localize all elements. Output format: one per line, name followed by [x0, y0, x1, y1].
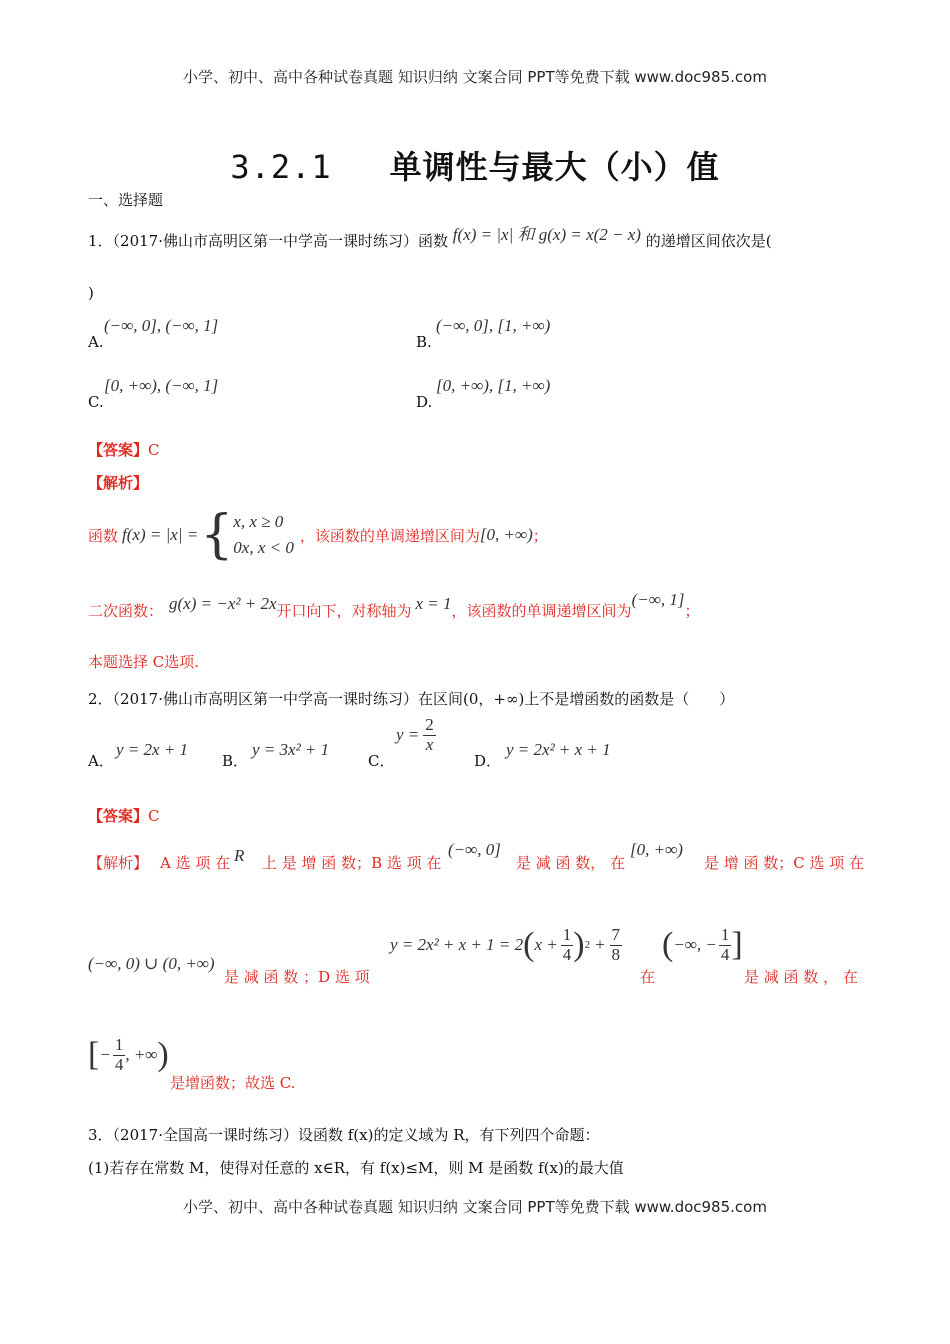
q1-option-b-math: (−∞, 0], [1, +∞) — [436, 316, 551, 335]
q2-c1-right: , +∞ — [125, 1045, 158, 1065]
q1-option-d-math: [0, +∞), [1, +∞) — [436, 376, 551, 395]
q2-option-a-math: y = 2x + 1 — [116, 740, 189, 759]
q1-cases — [233, 509, 294, 561]
q1-option-a-label: A. — [88, 333, 104, 351]
q2-b4-paren-open: ( — [662, 926, 674, 964]
q1-answer-tag: 【答案】 — [88, 441, 149, 459]
q2-c1-paren-close: ) — [157, 1036, 169, 1074]
q1-close-paren: ) — [88, 284, 94, 302]
q2-option-d-math: y = 2x² + x + 1 — [506, 740, 611, 759]
q1-line2-axis: x = 1 — [415, 594, 452, 613]
q1-option-a-math: (−∞, 0], (−∞, 1] — [104, 316, 219, 335]
q2-analysis-interval-3: (−∞, 0) ∪ (0, +∞) — [88, 954, 215, 973]
q2-b3-plus: + — [594, 935, 606, 955]
q1-analysis-line-3: 本题选择 C选项. — [88, 653, 200, 671]
q1-functions-formula: f(x) = |x| 和 g(x) = x(2 − x) — [452, 225, 641, 244]
q1-line2-interval: (−∞, 1] — [631, 590, 685, 609]
q2-b3-frac2-num: 7 — [611, 925, 621, 944]
q2-b3-math: y = 2x² + x + 1 = 2 — [390, 935, 524, 955]
q2-b3-frac1-num: 1 — [562, 925, 572, 944]
q2-option-c-math — [396, 716, 436, 754]
page-title — [0, 142, 950, 188]
q2-analysis-interval-1: (−∞, 0] — [448, 840, 501, 859]
q2-analysis-R: R — [234, 846, 245, 865]
q2-b4-fraction — [719, 926, 732, 964]
q2-option-a-label: A． — [88, 752, 114, 770]
q2-answer-tag: 【答案】 — [88, 807, 149, 825]
q1-line2-math: g(x) = −x² + 2x — [169, 594, 277, 613]
q2-analysis-c2: 是增函数；故选 C. — [170, 1074, 296, 1092]
q2-c1-left: − — [99, 1045, 111, 1065]
q2-analysis-interval-5 — [88, 1036, 169, 1074]
q2-b3-square: 2 — [584, 939, 591, 952]
q2-answer-value: C — [148, 807, 160, 825]
q1-line1-interval: [0, +∞) — [479, 525, 533, 544]
q2-b4-frac-num: 1 — [720, 925, 730, 944]
q1-line2-mid2: ，该函数的单调递增区间为 — [451, 601, 632, 620]
title-text: 单调性与最大（小）值 — [389, 148, 720, 186]
q2-b4-frac-den: 4 — [720, 944, 730, 964]
question-3-stem: 3．（2017·全国高一课时练习）设函数 f(x)的定义域为 R，有下列四个命题： — [88, 1126, 600, 1144]
q2-analysis-b2: 是 减 函 数 ；D 选 项 — [224, 968, 370, 986]
q2-b3-frac2-den: 8 — [611, 944, 621, 964]
q1-analysis-line-1 — [88, 500, 548, 570]
q1-prefix: 1．（2017·佛山市高明区第一中学高一课时练习）函数 — [88, 232, 448, 250]
q1-line2-mid: 开口向下，对称轴为 — [276, 601, 412, 620]
q1-option-b-label: B. — [416, 333, 432, 351]
q2-option-c-numerator: 2 — [425, 715, 434, 734]
q1-option-c-label: C. — [88, 393, 104, 411]
q1-line1-math: f(x) = |x| = — [122, 525, 199, 544]
q2-option-c-denominator: x — [425, 734, 434, 754]
q2-c1-fraction — [113, 1036, 126, 1074]
q2-b3-fraction-1 — [561, 926, 574, 964]
q1-analysis-line-2 — [88, 592, 699, 628]
question-1-stem — [88, 226, 772, 251]
q2-b3-paren-close: ) — [573, 926, 585, 964]
q1-analysis-tag: 【解析】 — [88, 474, 149, 492]
q2-option-c-lhs: y = — [396, 725, 420, 745]
q2-analysis-completed-square — [390, 926, 622, 964]
q2-analysis-a4: 是 增 函 数；C 选 项 在 — [704, 854, 865, 872]
q1-cases-brace: { — [200, 505, 234, 565]
q2-b4-left: −∞, − — [673, 935, 717, 955]
q2-b3-frac1-den: 4 — [562, 944, 572, 964]
q1-answer-value: C — [148, 441, 160, 459]
page-footer: 小学、初中、高中各种试卷真题 知识归纳 文案合同 PPT等免费下载 www.doc985.com — [183, 1198, 767, 1216]
q1-line1-mid: ，该函数的单调递增区间为 — [299, 526, 480, 545]
q2-b3-paren-open: ( — [523, 926, 535, 964]
q2-analysis-a1: A 选 项 在 — [160, 854, 231, 872]
q2-analysis-b4: 在 — [640, 968, 656, 986]
page-header: 小学、初中、高中各种试卷真题 知识归纳 文案合同 PPT等免费下载 www.doc985.com — [183, 68, 767, 86]
q2-b3-x: x + — [534, 935, 558, 955]
q2-analysis-interval-4 — [662, 926, 743, 964]
q2-c1-frac-den: 4 — [114, 1054, 124, 1074]
q2-analysis-tag: 【解析】 — [88, 854, 149, 872]
q2-option-b-math: y = 3x² + 1 — [252, 740, 330, 759]
q1-option-c-math: [0, +∞), (−∞, 1] — [104, 376, 219, 395]
q2-b3-fraction-2 — [610, 926, 623, 964]
q2-option-b-label: B． — [222, 752, 249, 770]
q2-c1-frac-num: 1 — [114, 1035, 124, 1054]
q2-analysis-a3: 是 减 函 数， 在 — [516, 854, 626, 872]
q2-analysis-b5: 是 减 函 数 ， 在 — [744, 968, 858, 986]
q2-option-d-label: D． — [474, 752, 502, 770]
question-2-stem: 2．（2017·佛山市高明区第一中学高一课时练习）在区间(0，+∞)上不是增函数的函数是（ ） — [88, 690, 735, 708]
q1-case-1: x, x ≥ 0 — [233, 512, 284, 531]
q1-suffix: 的递增区间依次是( — [645, 232, 772, 250]
q1-option-d-label: D. — [416, 393, 433, 411]
q2-c1-bracket-open: [ — [88, 1036, 100, 1074]
section-label: 一、选择题 — [88, 191, 164, 209]
q1-line1-prefix: 函数 — [88, 526, 119, 545]
q1-line2-prefix: 二次函数： — [88, 601, 164, 620]
title-number: 3.2.1 — [230, 148, 332, 186]
q1-line1-end: ； — [532, 526, 548, 545]
q2-analysis-interval-2: [0, +∞) — [630, 840, 683, 859]
q1-line2-end: ； — [684, 601, 700, 620]
q2-b4-bracket-close: ] — [731, 926, 743, 964]
q1-answer — [88, 439, 160, 460]
q1-case-2: 0x, x < 0 — [233, 538, 294, 557]
q2-option-c-fraction — [423, 716, 436, 754]
q2-analysis-a2: 上 是 增 函 数；B 选 项 在 — [262, 854, 442, 872]
q3-item-1: (1)若存在常数 M，使得对任意的 x∈R，有 f(x)≤M，则 M 是函数 f(x)的最大值 — [88, 1159, 624, 1177]
q2-option-c-label: C． — [368, 752, 395, 770]
q2-answer — [88, 805, 160, 826]
